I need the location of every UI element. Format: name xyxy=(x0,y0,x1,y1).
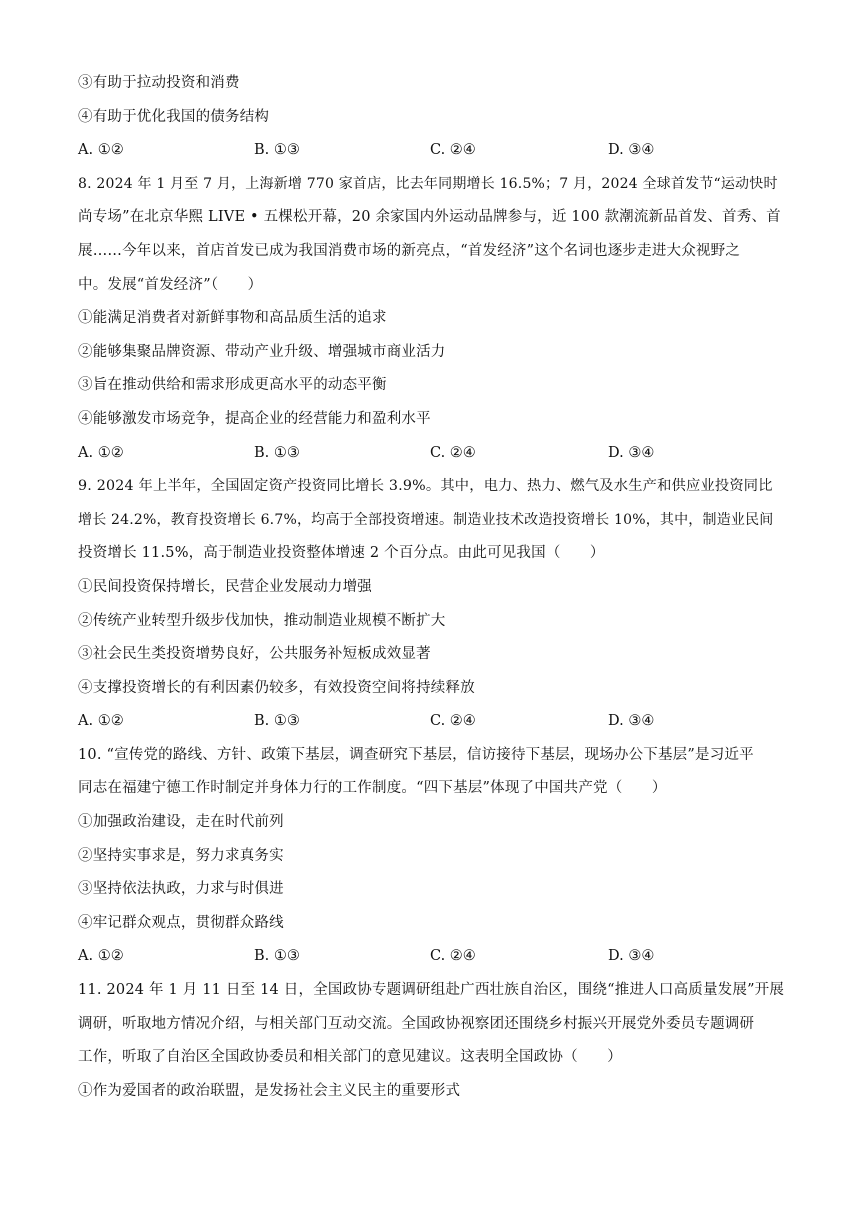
question-10 xyxy=(78,739,784,974)
option-b[interactable]: B. ①③ xyxy=(254,444,300,461)
choice-statement: ④牢记群众观点，贯彻群众路线 xyxy=(78,914,284,931)
question-stem-line: 尚专场”在北京华熙 LIVE • 五棵松开幕，20 余家国内外运动品牌参与，近 100 款潮流新品首发、首秀、首 xyxy=(78,209,781,226)
option-c[interactable]: C. ②④ xyxy=(430,713,476,730)
option-a[interactable]: A. ①② xyxy=(78,948,124,965)
choice-statement: ②传统产业转型升级步伐加快，推动制造业规模不断扩大 xyxy=(78,612,446,629)
option-d[interactable]: D. ③④ xyxy=(608,713,655,730)
choice-statement: ④支撑投资增长的有利因素仍较多，有效投资空间将持续释放 xyxy=(78,679,475,696)
choice-statement: ③有助于拉动投资和消费 xyxy=(78,75,240,91)
choice-statement: ①民间投资保持增长，民营企业发展动力增强 xyxy=(78,578,372,595)
answer-options xyxy=(78,705,784,739)
answer-options xyxy=(78,437,784,471)
question-stem-line: 工作，听取了自治区全国政协委员和相关部门的意见建议。这表明全国政协（ ） xyxy=(78,1049,622,1066)
option-a[interactable]: A. ①② xyxy=(78,142,124,159)
option-c[interactable]: C. ②④ xyxy=(430,142,476,159)
option-b[interactable]: B. ①③ xyxy=(254,713,300,730)
answer-options xyxy=(78,940,784,974)
question-11 xyxy=(78,974,784,1108)
option-b[interactable]: B. ①③ xyxy=(254,142,300,159)
option-d[interactable]: D. ③④ xyxy=(608,444,655,461)
question-stem-line: 11. 2024 年 1 月 11 日至 14 日，全国政协专题调研组赴广西壮族自治区，围绕“推进人口高质量发展”开展 xyxy=(78,982,785,999)
question-stem-line: 调研，听取地方情况介绍，与相关部门互动交流。全国政协视察团还围绕乡村振兴开展党外委员专题调研 xyxy=(78,1015,755,1032)
question-7-tail xyxy=(78,67,784,168)
option-a[interactable]: A. ①② xyxy=(78,444,124,461)
question-stem-line: 增长 24.2%，教育投资增长 6.7%，均高于全部投资增速。制造业技术改造投资增长 10%，其中，制造业民间 xyxy=(78,511,774,528)
question-stem-line: 同志在福建宁德工作时制定并身体力行的工作制度。“四下基层”体现了中国共产党（ ） xyxy=(78,780,667,797)
choice-statement: ③坚持依法执政，力求与时俱进 xyxy=(78,881,284,898)
question-stem-line: 9. 2024 年上半年，全国固定资产投资同比增长 3.9%。其中，电力、热力、燃气及水生产和供应业投资同比 xyxy=(78,478,773,495)
question-8 xyxy=(78,168,784,470)
option-d[interactable]: D. ③④ xyxy=(608,948,655,965)
choice-statement: ④有助于优化我国的债务结构 xyxy=(78,108,270,125)
option-c[interactable]: C. ②④ xyxy=(430,948,476,965)
question-stem-line: 8. 2024 年 1 月至 7 月，上海新增 770 家首店，比去年同期增长 16.5%；7 月，2024 全球首发节“运动快时 xyxy=(78,175,778,192)
option-b[interactable]: B. ①③ xyxy=(254,948,300,965)
question-stem-line: 中。发展“首发经济”（ ） xyxy=(78,276,263,293)
choice-statement: ①作为爱国者的政治联盟，是发扬社会主义民主的重要形式 xyxy=(78,1082,461,1099)
question-stem-line: 投资增长 11.5%，高于制造业投资整体增速 2 个百分点。由此可见我国（ ） xyxy=(78,545,605,562)
choice-statement: ②坚持实事求是，努力求真务实 xyxy=(78,847,284,864)
choice-statement: ④能够激发市场竞争，提高企业的经营能力和盈利水平 xyxy=(78,410,431,427)
choice-statement: ②能够集聚品牌资源、带动产业升级、增强城市商业活力 xyxy=(78,343,446,360)
option-a[interactable]: A. ①② xyxy=(78,713,124,730)
exam-content xyxy=(78,67,784,1108)
option-c[interactable]: C. ②④ xyxy=(430,444,476,461)
question-stem-line: 10. “宣传党的路线、方针、政策下基层，调查研究下基层，信访接待下基层，现场办公下基层”是习近平 xyxy=(78,746,754,763)
choice-statement: ①加强政治建设，走在时代前列 xyxy=(78,814,284,831)
option-d[interactable]: D. ③④ xyxy=(608,142,655,159)
choice-statement: ③旨在推动供给和需求形成更高水平的动态平衡 xyxy=(78,377,387,394)
question-9 xyxy=(78,470,784,739)
choice-statement: ③社会民生类投资增势良好，公共服务补短板成效显著 xyxy=(78,646,431,663)
choice-statement: ①能满足消费者对新鲜事物和高品质生活的追求 xyxy=(78,310,387,327)
question-stem-line: 展……今年以来，首店首发已成为我国消费市场的新亮点，“首发经济”这个名词也逐步走进大众视野之 xyxy=(78,242,741,259)
answer-options xyxy=(78,134,784,168)
